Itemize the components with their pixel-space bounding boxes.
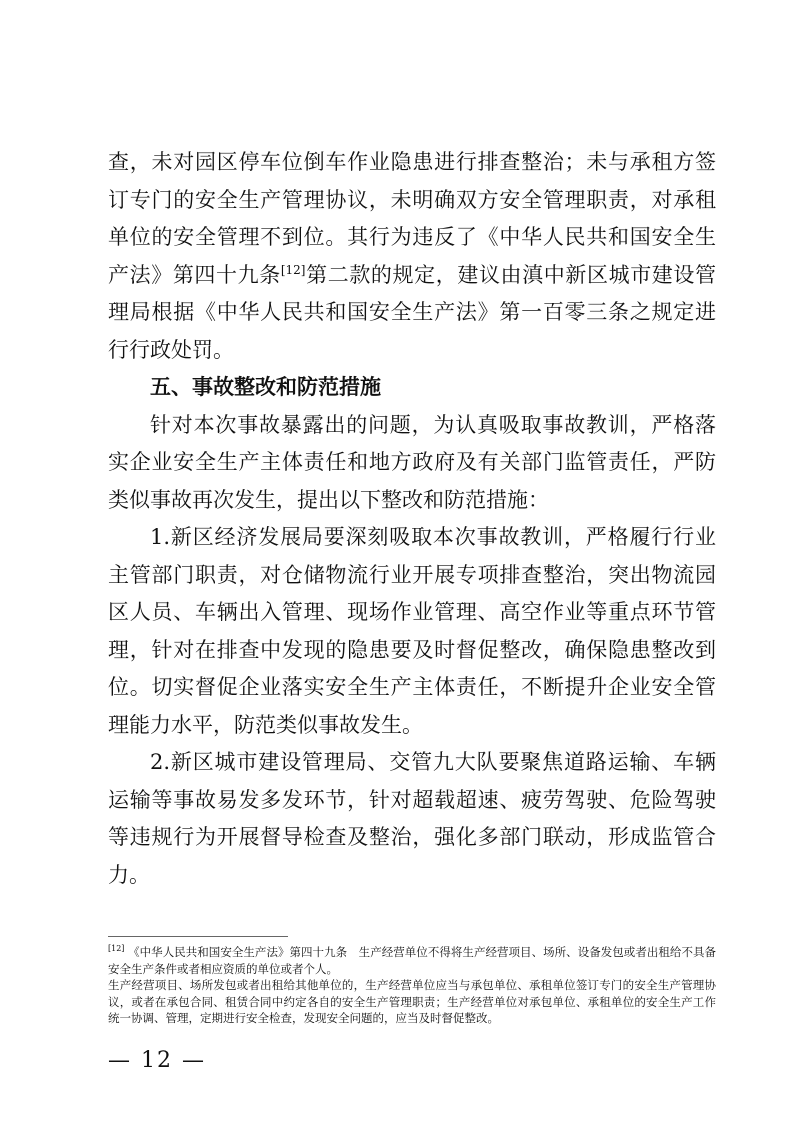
body-text <box>108 144 716 894</box>
page-number: — 12 — <box>108 1048 206 1073</box>
section-heading: 五、事故整改和防范措施 <box>150 375 381 399</box>
footnote-text: 《中华人民共和国安全生产法》第四十九条 生产经营单位不得将生产经营项目、场所、设备发包或者出租给不具备安全生产条件或者相应资质的单位或者个人。 <box>108 945 716 976</box>
footnote-mark: [12] <box>108 944 125 954</box>
footnote-line-2: 生产经营项目、场所发包或者出租给其他单位的，生产经营单位应当与承包单位、承租单位签订专门的安全生产管理协议，或者在承包合同、租赁合同中约定各自的安全生产管理职责；生产经营单位对承包单位、承租单位的安全生产工作统一协调、管理，定期进行安全检查，发现安全问题的，应当及时督促整改。 <box>108 978 716 1025</box>
paragraph-intro: 针对本次事故暴露出的问题，为认真吸取事故教训，严格落实企业安全生产主体责任和地方政府及有关部门监管责任，严防类似事故再次发生，提出以下整改和防范措施： <box>108 412 716 512</box>
footnote-line-1 <box>108 944 716 977</box>
paragraph-text: 查，未对园区停车位倒车作业隐患进行排查整治；未与承租方签订专门的安全生产管理协议，未明确双方安全管理职责，对承租单位的安全管理不到位。其行为违反了《中华人民共和国安全生产法》第四十九条 <box>108 150 716 287</box>
paragraph-text-tail: 第二款的规定，建议由滇中新区城市建设管理局根据《中华人民共和国安全生产法》第一百零三条之规定进行行政处罚。 <box>108 262 717 362</box>
footnote-reference[interactable]: [12] <box>280 262 306 277</box>
paragraph-item-2: 2.新区城市建设管理局、交管九大队要聚焦道路运输、车辆运输等事故易发多发环节，针对超载超速、疲劳驾驶、危险驾驶等违规行为开展督导检查及整治，强化多部门联动，形成监管合力。 <box>108 750 716 887</box>
paragraph-continuation <box>108 144 716 369</box>
paragraph-item-1: 1.新区经济发展局要深刻吸取本次事故教训，严格履行行业主管部门职责，对仓储物流行业开展专项排查整治，突出物流园区人员、车辆出入管理、现场作业管理、高空作业等重点环节管理，针对在排查中发现的隐患要及时督促整改，确保隐患整改到位。切实督促企业落实安全生产主体责任，不断提升企业安全管理能力水平，防范类似事故发生。 <box>108 525 716 737</box>
footnote-divider <box>108 936 288 937</box>
footnotes <box>108 944 716 1027</box>
